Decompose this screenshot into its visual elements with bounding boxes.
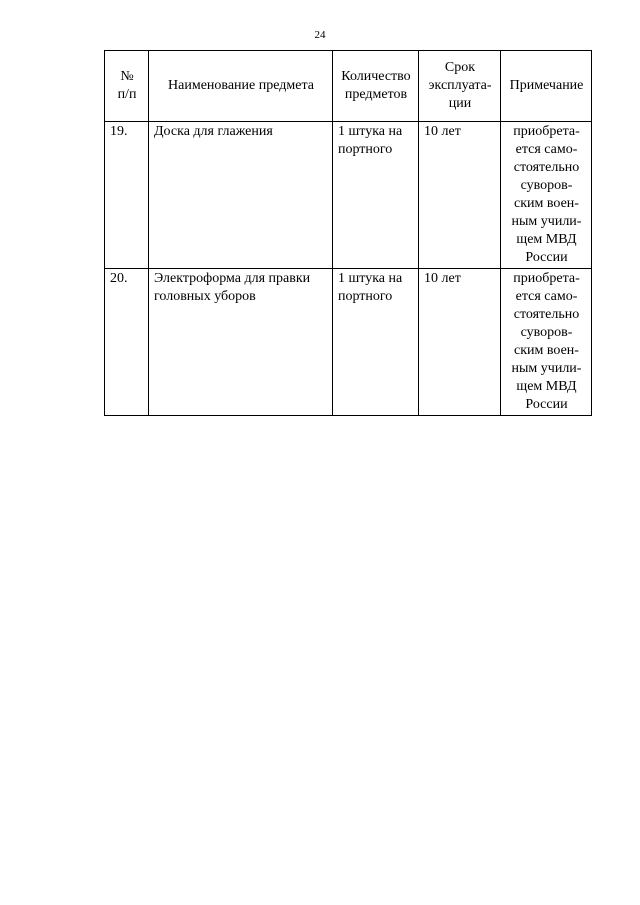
header-term	[419, 51, 501, 122]
cell-qty-line: портного	[338, 142, 393, 157]
cell-name-line: головных уборов	[154, 289, 256, 304]
cell-note-line: России	[525, 397, 568, 412]
cell-note-line: ским воен-	[514, 196, 579, 211]
cell-name	[149, 269, 333, 416]
cell-num: 20.	[105, 269, 149, 416]
header-qty	[333, 51, 419, 122]
cell-note-line: суворов-	[520, 325, 573, 340]
cell-qty	[333, 269, 419, 416]
header-term-line: Срок	[444, 60, 476, 75]
header-term-line: эксплуата-	[428, 78, 492, 93]
cell-note-line: ным учили-	[511, 361, 582, 376]
table-header-row	[105, 51, 592, 122]
cell-note-line: ется само-	[515, 142, 578, 157]
cell-note-line: стоятельно	[513, 160, 580, 175]
table-row	[105, 122, 592, 269]
table-row	[105, 269, 592, 416]
header-qty-line: Количество	[341, 69, 411, 84]
cell-note-line: стоятельно	[513, 307, 580, 322]
cell-term-line: 10 лет	[424, 124, 461, 139]
page-number: 24	[314, 29, 326, 41]
cell-qty-line: 1 штука на	[338, 124, 403, 139]
cell-note-line: суворов-	[520, 178, 573, 193]
cell-note-line: России	[525, 250, 568, 265]
header-term-line: ции	[448, 96, 472, 111]
cell-note	[501, 269, 592, 416]
cell-num: 19.	[105, 122, 149, 269]
cell-note-line: приобрета-	[513, 124, 580, 139]
items-table	[104, 50, 592, 416]
cell-term	[419, 269, 501, 416]
cell-name-line: Электроформа для правки	[154, 271, 311, 286]
cell-qty-line: портного	[338, 289, 393, 304]
cell-note-line: щем МВД	[516, 379, 577, 394]
cell-note-line: ется само-	[515, 289, 578, 304]
cell-note-line: ским воен-	[514, 343, 579, 358]
header-num-line: №	[120, 69, 134, 84]
header-num-line: п/п	[117, 87, 137, 102]
cell-name	[149, 122, 333, 269]
header-qty-line: предметов	[344, 87, 408, 102]
header-num	[105, 51, 149, 122]
header-name-line: Наименование предмета	[168, 78, 314, 93]
header-note	[501, 51, 592, 122]
cell-note-line: приобрета-	[513, 271, 580, 286]
cell-note-line: ным учили-	[511, 214, 582, 229]
header-name	[149, 51, 333, 122]
cell-term	[419, 122, 501, 269]
header-note-line: Примечание	[509, 78, 584, 93]
cell-note-line: щем МВД	[516, 232, 577, 247]
cell-note	[501, 122, 592, 269]
cell-name-line: Доска для глажения	[154, 124, 273, 139]
cell-term-line: 10 лет	[424, 271, 461, 286]
cell-qty-line: 1 штука на	[338, 271, 403, 286]
cell-qty	[333, 122, 419, 269]
